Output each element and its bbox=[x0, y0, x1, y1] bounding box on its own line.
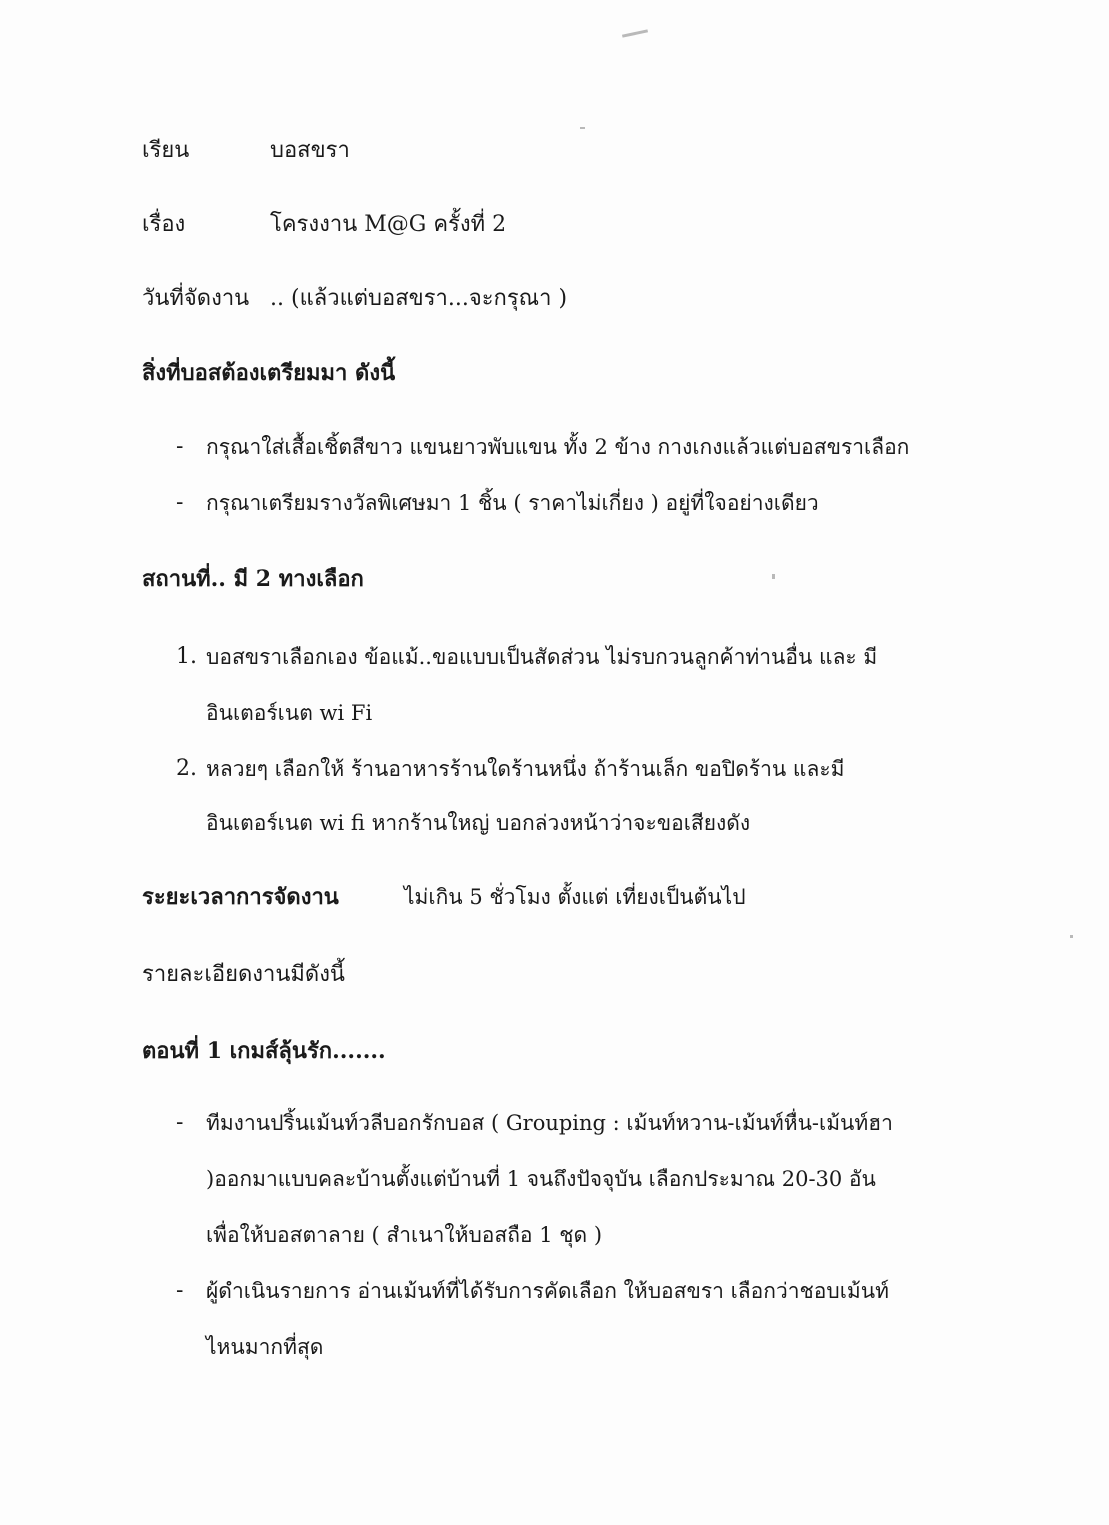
bullet-dash: - bbox=[176, 490, 184, 515]
prepare-heading: สิ่งที่บอสต้องเตรียมมา ดังนี้ bbox=[142, 360, 396, 386]
duration-label: ระยะเวลาการจัดงาน bbox=[142, 884, 339, 910]
date-label: วันที่จัดงาน bbox=[142, 286, 250, 311]
bullet-dash: - bbox=[176, 1278, 184, 1303]
part1-item-1-line-1: ทีมงานปริ้นเม้นท์วลีบอกรักบอส ( Grouping : เม้นท์หวาน-เม้นท์หื่น-เม้นท์ฮา bbox=[206, 1111, 893, 1135]
scan-speck bbox=[622, 29, 648, 37]
venue-option-1-line-2: อินเตอร์เนต wi Fi bbox=[206, 701, 373, 725]
venue-option-1-number: 1. bbox=[176, 644, 197, 669]
bullet-dash: - bbox=[176, 1110, 184, 1135]
prepare-item-1: กรุณาใส่เสื้อเชิ้ตสีขาว แขนยาวพับแขน ทั้ง 2 ข้าง กางเกงแล้วแต่บอสขราเลือก bbox=[206, 435, 910, 459]
part1-item-1-line-3: เพื่อให้บอสตาลาย ( สำเนาให้บอสถือ 1 ชุด ) bbox=[206, 1223, 603, 1247]
subject-value: โครงงาน M@G ครั้งที่ 2 bbox=[270, 212, 507, 237]
venue-option-2-line-1: หลวยๆ เลือกให้ ร้านอาหารร้านใดร้านหนึ่ง ถ้าร้านเล็ก ขอปิดร้าน และมี bbox=[206, 757, 845, 781]
scan-speck bbox=[580, 127, 585, 129]
to-label: เรียน bbox=[142, 138, 190, 163]
scan-speck bbox=[772, 574, 775, 579]
venue-heading: สถานที่.. มี 2 ทางเลือก bbox=[142, 566, 364, 592]
to-value: บอสขรา bbox=[270, 138, 350, 163]
duration-value: ไม่เกิน 5 ชั่วโมง ตั้งแต่ เที่ยงเป็นต้นไป bbox=[404, 885, 746, 909]
scan-speck bbox=[1070, 935, 1073, 938]
part1-item-1-line-2: )ออกมาแบบคละบ้านตั้งแต่บ้านที่ 1 จนถึงปัจจุบัน เลือกประมาณ 20-30 อัน bbox=[206, 1167, 876, 1191]
details-heading: รายละเอียดงานมีดังนี้ bbox=[142, 962, 345, 987]
venue-option-2-line-2: อินเตอร์เนต wi fi หากร้านใหญ่ บอกล่วงหน้าว่าจะขอเสียงดัง bbox=[206, 811, 751, 835]
venue-option-1-line-1: บอสขราเลือกเอง ข้อแม้..ขอแบบเป็นสัดส่วน ไม่รบกวนลูกค้าท่านอื่น และ มี bbox=[206, 645, 878, 669]
part1-item-2-line-1: ผู้ดำเนินรายการ อ่านเม้นท์ที่ได้รับการคัดเลือก ให้บอสขรา เลือกว่าชอบเม้นท์ bbox=[206, 1279, 889, 1303]
part1-item-2-line-2: ไหนมากที่สุด bbox=[206, 1335, 324, 1359]
part1-heading: ตอนที่ 1 เกมส์ลุ้นรัก....... bbox=[142, 1038, 386, 1064]
prepare-item-2: กรุณาเตรียมรางวัลพิเศษมา 1 ชิ้น ( ราคาไม่เกี่ยง ) อยู่ที่ใจอย่างเดียว bbox=[206, 491, 819, 515]
bullet-dash: - bbox=[176, 434, 184, 459]
venue-option-2-number: 2. bbox=[176, 756, 197, 781]
date-value: .. (แล้วแต่บอสขรา...จะกรุณา ) bbox=[270, 286, 568, 311]
subject-label: เรื่อง bbox=[142, 212, 186, 237]
